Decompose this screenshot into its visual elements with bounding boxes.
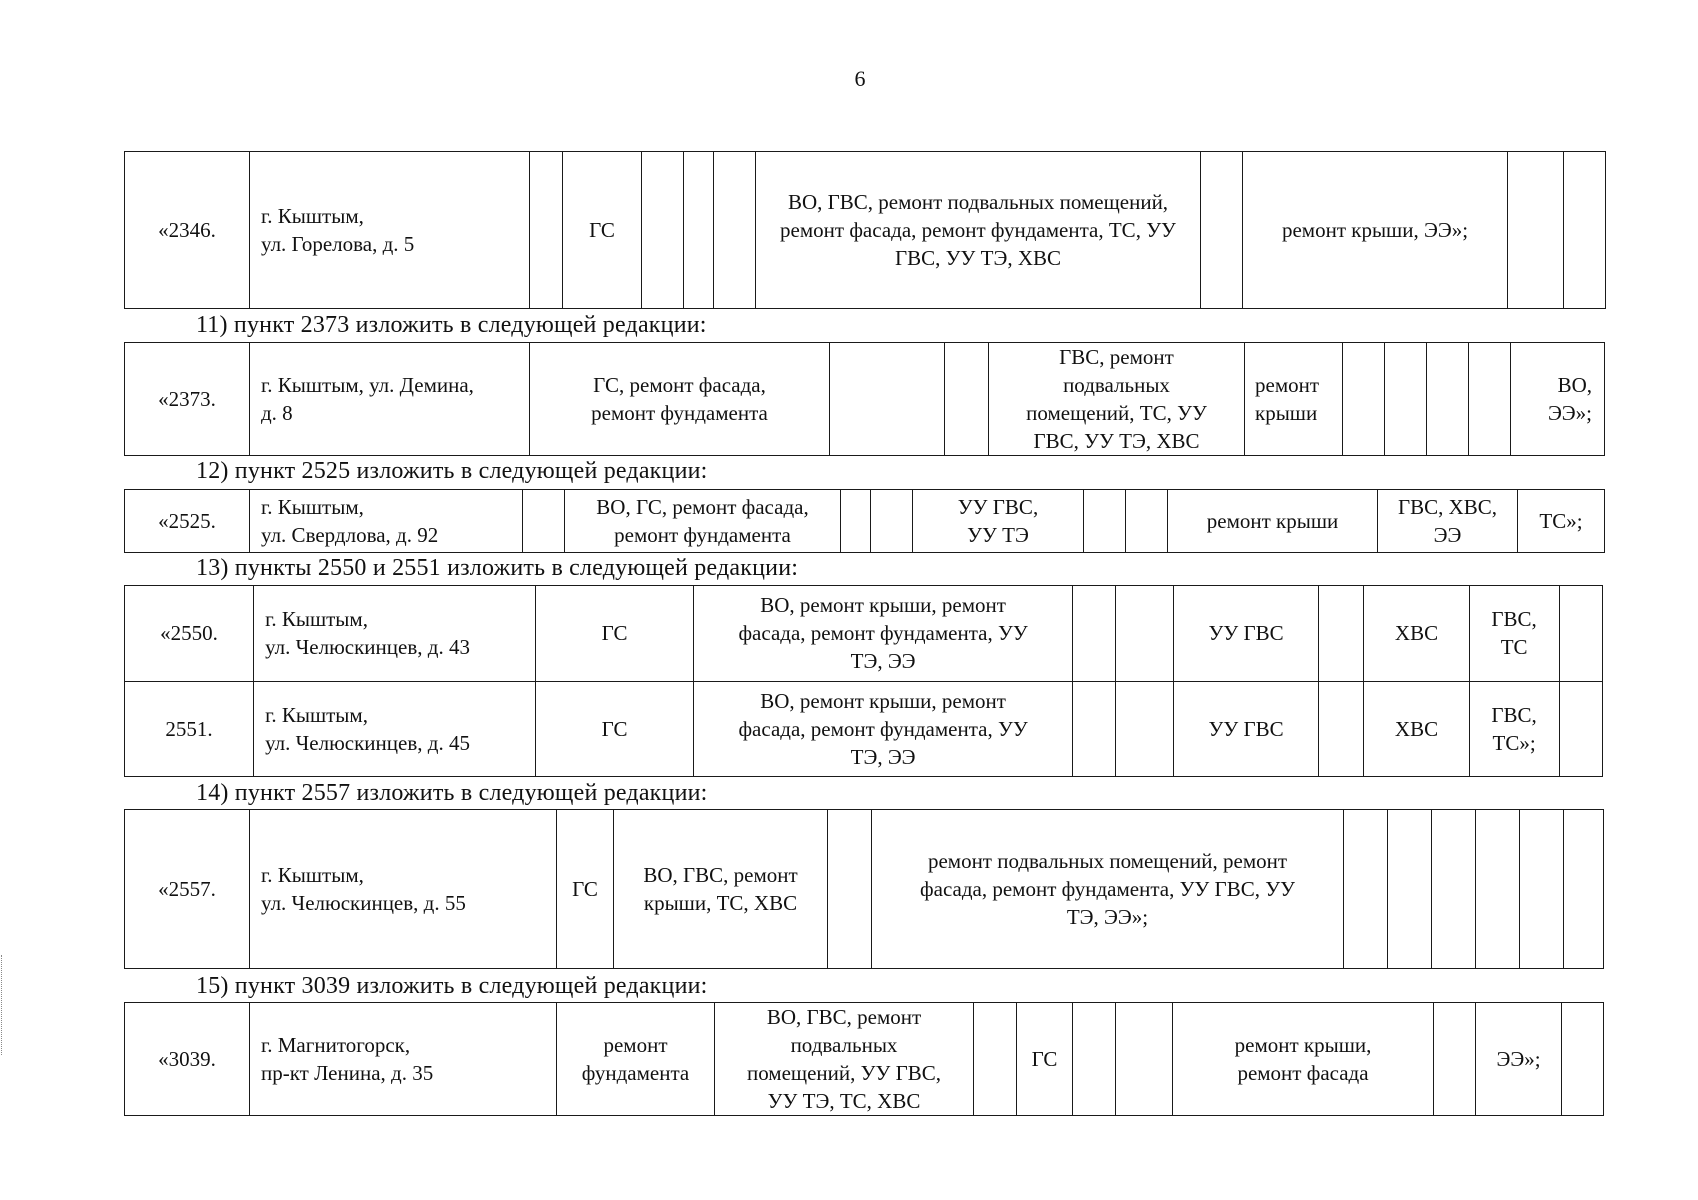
empty-cell — [1564, 152, 1606, 309]
item-number: «2557. — [125, 810, 250, 969]
section-heading-15: 15) пункт 3039 изложить в следующей редакции: — [196, 973, 708, 999]
table-row — [125, 490, 1605, 553]
address-cell: г. Кыштым, ул. Горелова, д. 5 — [250, 152, 530, 309]
empty-cell — [974, 1003, 1017, 1116]
empty-cell — [1073, 1003, 1116, 1116]
work-cell: ХВС — [1364, 681, 1469, 777]
empty-cell — [841, 490, 871, 553]
table-item-3039 — [124, 1002, 1604, 1116]
work-cell: ремонт крыши, ремонт фасада — [1173, 1003, 1434, 1116]
table-item-2373 — [124, 342, 1605, 456]
empty-cell — [1116, 586, 1174, 682]
table-row — [125, 343, 1605, 456]
work-cell: ГВС, ремонт подвальных помещений, ТС, УУ ГВС, УУ ТЭ, ХВС — [989, 343, 1245, 456]
scan-edge-marks — [1, 955, 5, 1055]
empty-cell — [523, 490, 565, 553]
empty-cell — [871, 490, 913, 553]
empty-cell — [1343, 343, 1385, 456]
empty-cell — [1559, 681, 1602, 777]
work-cell: ремонт крыши — [1168, 490, 1378, 553]
item-number: 2551. — [125, 681, 254, 777]
section-heading-14: 14) пункт 2557 изложить в следующей редакции: — [196, 780, 708, 806]
empty-cell — [642, 152, 684, 309]
table-item-2557 — [124, 809, 1604, 969]
work-cell: ремонт крыши, ЭЭ»; — [1243, 152, 1508, 309]
work-cell: ЭЭ»; — [1476, 1003, 1562, 1116]
empty-cell — [945, 343, 989, 456]
work-cell: УУ ГВС — [1174, 586, 1319, 682]
empty-cell — [1562, 1003, 1604, 1116]
work-cell: ремонт крыши — [1245, 343, 1343, 456]
work-cell: ХВС — [1364, 586, 1469, 682]
empty-cell — [530, 152, 563, 309]
work-cell: ВО, ГВС, ремонт крыши, ТС, ХВС — [614, 810, 828, 969]
address-cell: г. Кыштым, ул. Челюскинцев, д. 43 — [254, 586, 536, 682]
empty-cell — [1318, 586, 1363, 682]
empty-cell — [828, 810, 872, 969]
table-row — [125, 1003, 1604, 1116]
work-cell: ВО, ГВС, ремонт подвальных помещений, ремонт фасада, ремонт фундамента, ТС, УУ ГВС, УУ ТЭ, ХВС — [756, 152, 1201, 309]
work-cell: ГС — [563, 152, 642, 309]
empty-cell — [1073, 586, 1116, 682]
table-row — [125, 681, 1603, 777]
item-number: «2525. — [125, 490, 250, 553]
empty-cell — [1520, 810, 1564, 969]
empty-cell — [1073, 681, 1116, 777]
work-cell: ГС — [557, 810, 614, 969]
item-number: «2346. — [125, 152, 250, 309]
page-number: 6 — [854, 66, 866, 91]
empty-cell — [1318, 681, 1363, 777]
section-heading-11: 11) пункт 2373 изложить в следующей редакции: — [196, 312, 707, 338]
empty-cell — [1434, 1003, 1476, 1116]
section-heading-12: 12) пункт 2525 изложить в следующей редакции: — [196, 458, 708, 484]
work-cell: ВО, ремонт крыши, ремонт фасада, ремонт фундамента, УУ ТЭ, ЭЭ — [694, 586, 1073, 682]
table-row — [125, 586, 1603, 682]
work-cell: ВО, ГС, ремонт фасада, ремонт фундамента — [565, 490, 841, 553]
empty-cell — [1476, 810, 1520, 969]
item-number: «2550. — [125, 586, 254, 682]
empty-cell — [1508, 152, 1564, 309]
address-cell: г. Кыштым, ул. Демина, д. 8 — [250, 343, 530, 456]
empty-cell — [1126, 490, 1168, 553]
work-cell: ГС — [536, 586, 694, 682]
address-cell: г. Кыштым, ул. Свердлова, д. 92 — [250, 490, 523, 553]
empty-cell — [1385, 343, 1427, 456]
table-row — [125, 810, 1604, 969]
empty-cell — [1344, 810, 1388, 969]
work-cell: ГС — [536, 681, 694, 777]
empty-cell — [1116, 1003, 1173, 1116]
table-item-2346 — [124, 151, 1606, 309]
work-cell: ремонт фундамента — [557, 1003, 715, 1116]
empty-cell — [1469, 343, 1511, 456]
work-cell: УУ ГВС, УУ ТЭ — [913, 490, 1084, 553]
address-cell: г. Магнитогорск, пр-кт Ленина, д. 35 — [250, 1003, 557, 1116]
work-cell: ГВС, ТС»; — [1469, 681, 1559, 777]
work-cell: ВО, ГВС, ремонт подвальных помещений, УУ ГВС, УУ ТЭ, ТС, ХВС — [715, 1003, 974, 1116]
work-cell: ГС, ремонт фасада, ремонт фундамента — [530, 343, 830, 456]
empty-cell — [1116, 681, 1174, 777]
empty-cell — [1388, 810, 1432, 969]
work-cell: ремонт подвальных помещений, ремонт фасада, ремонт фундамента, УУ ГВС, УУ ТЭ, ЭЭ»; — [872, 810, 1344, 969]
empty-cell — [1432, 810, 1476, 969]
work-cell: ГВС, ТС — [1469, 586, 1559, 682]
empty-cell — [830, 343, 945, 456]
table-row — [125, 152, 1606, 309]
item-number: «3039. — [125, 1003, 250, 1116]
work-cell: ГС — [1017, 1003, 1073, 1116]
work-cell: ВО, ремонт крыши, ремонт фасада, ремонт фундамента, УУ ТЭ, ЭЭ — [694, 681, 1073, 777]
table-item-2525 — [124, 489, 1605, 553]
address-cell: г. Кыштым, ул. Челюскинцев, д. 45 — [254, 681, 536, 777]
item-number: «2373. — [125, 343, 250, 456]
empty-cell — [1559, 586, 1602, 682]
empty-cell — [684, 152, 714, 309]
work-cell: ТС»; — [1518, 490, 1605, 553]
work-cell: УУ ГВС — [1174, 681, 1319, 777]
address-cell: г. Кыштым, ул. Челюскинцев, д. 55 — [250, 810, 557, 969]
empty-cell — [1564, 810, 1604, 969]
empty-cell — [1201, 152, 1243, 309]
section-heading-13: 13) пункты 2550 и 2551 изложить в следующей редакции: — [196, 555, 799, 581]
work-cell: ВО, ЭЭ»; — [1511, 343, 1605, 456]
empty-cell — [1427, 343, 1469, 456]
empty-cell — [1084, 490, 1126, 553]
table-items-2550-2551 — [124, 585, 1603, 777]
empty-cell — [714, 152, 756, 309]
work-cell: ГВС, ХВС, ЭЭ — [1378, 490, 1518, 553]
